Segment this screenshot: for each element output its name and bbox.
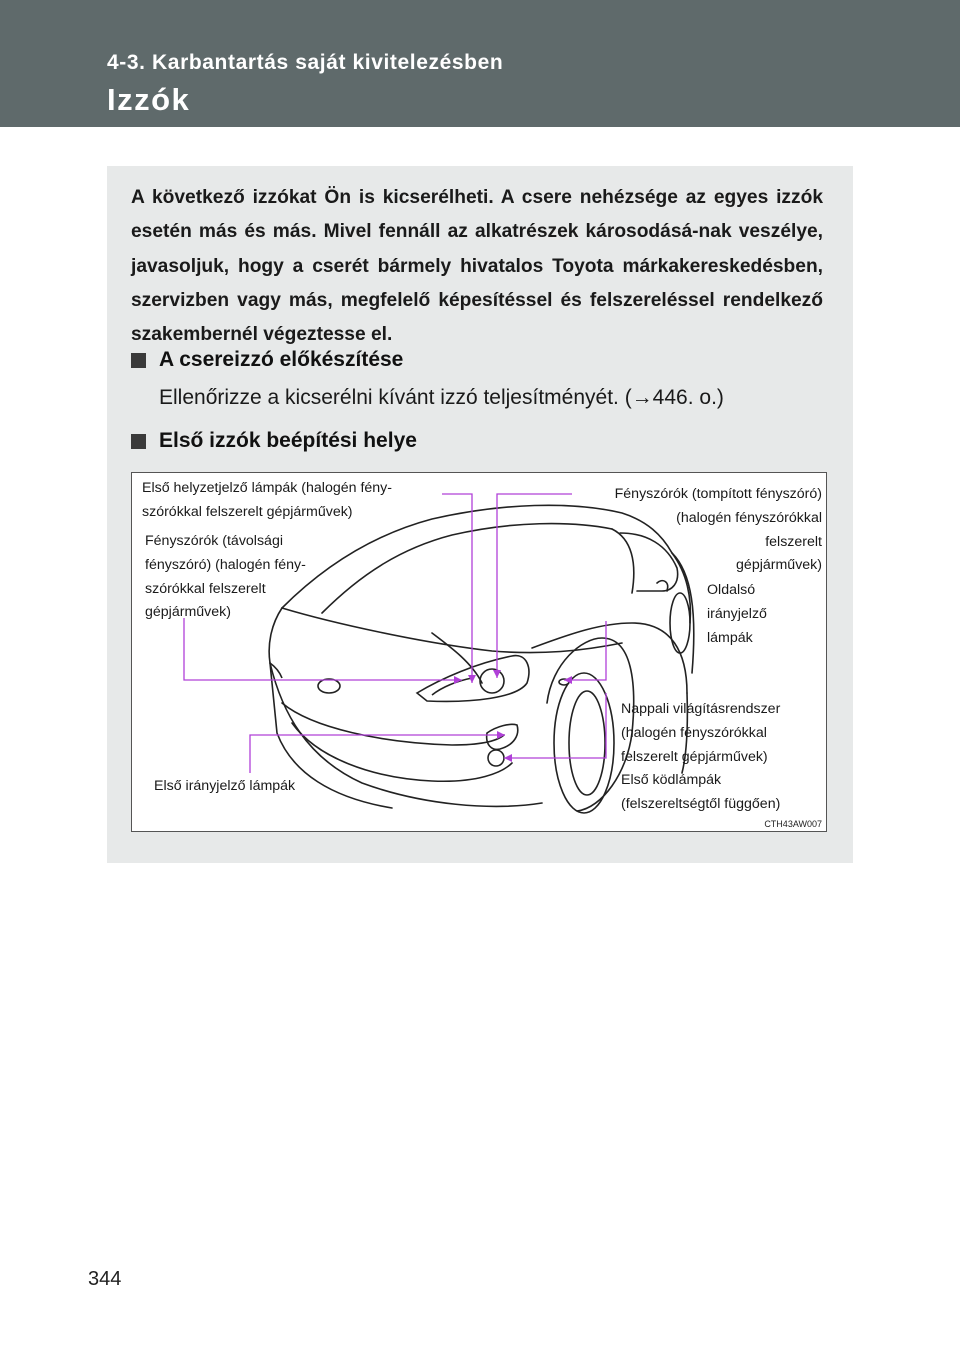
chapter-header bbox=[0, 0, 960, 127]
subsection-heading-front-bulbs: Első izzók beépítési helye bbox=[159, 429, 417, 452]
page-title: Izzók bbox=[107, 82, 191, 117]
section-title: 4-3. Karbantartás saját kivitelezésben bbox=[107, 51, 504, 74]
label-side-turn-lamps: Oldalsó irányjelző lámpák bbox=[707, 582, 767, 646]
square-bullet-icon bbox=[131, 434, 146, 449]
intro-paragraph: A következő izzókat Ön is kicserélheti. A csere nehézsége az egyes izzók esetén más és más. Mivel fennáll az alkatrészek károsodásá-nak veszélye, javasoljuk, hogy a cserét bármely hivatalos Toyota márkakereskedésben, szervizben vagy más, megfelelő képesítéssel és felszereléssel rendelkező szakembernél végeztesse el. bbox=[131, 187, 823, 346]
square-bullet-icon bbox=[131, 353, 146, 368]
page-number: 344 bbox=[88, 1268, 122, 1290]
label-position-lamps: Első helyzetjelző lámpák (halogén fény- szórókkal felszerelt gépjárművek) bbox=[142, 480, 392, 520]
label-high-beam: Fényszórók (távolsági fényszóró) (halogén fény- szórókkal felszerelt gépjárművek) bbox=[145, 533, 306, 621]
label-drl-fog-lamps: Nappali világításrendszer (halogén fényszórókkal felszerelt gépjárművek) Első ködlámpák (felszereltségtől függően) bbox=[621, 701, 781, 813]
label-low-beam: Fényszórók (tompított fényszóró) (halogén fényszórókkal felszerelt gépjárművek) bbox=[614, 486, 822, 574]
figure-code: CTH43AW007 bbox=[764, 819, 822, 829]
subsection-heading-preparation: A csereizzó előkészítése bbox=[159, 348, 404, 371]
front-bulb-location-figure bbox=[131, 472, 827, 832]
label-front-turn-lamps: Első irányjelző lámpák bbox=[154, 778, 296, 794]
subsection-text-preparation: Ellenőrizze a kicserélni kívánt izzó teljesítményét. (→446. o.) bbox=[159, 386, 724, 409]
